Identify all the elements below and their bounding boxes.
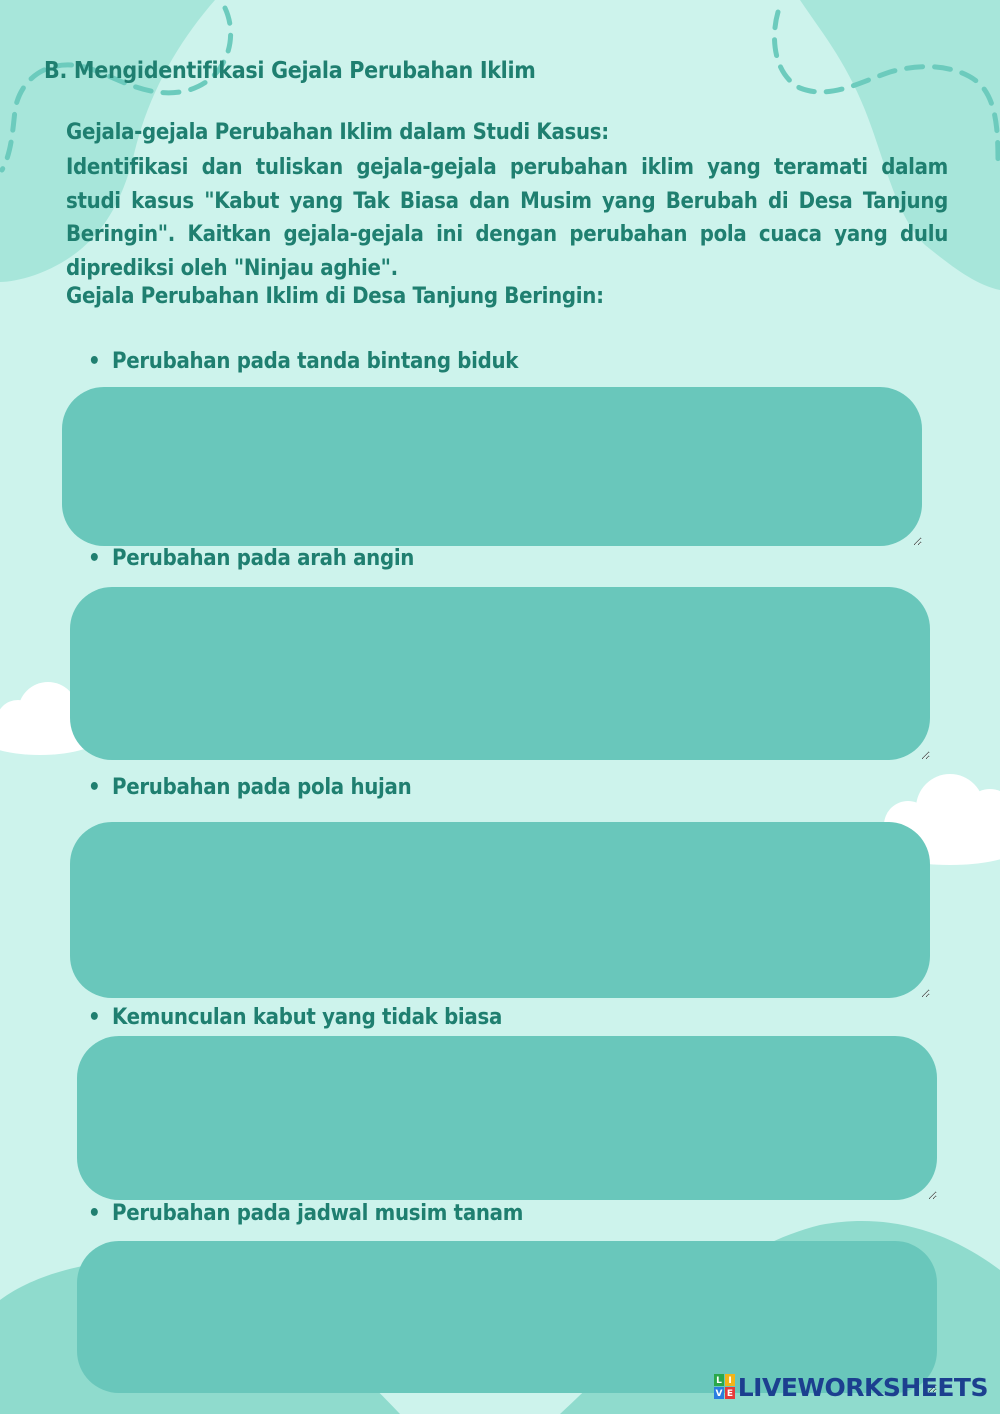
section-title: B. Mengidentifikasi Gejala Perubahan Iklim [44, 58, 536, 84]
bullet-icon: • [88, 1005, 101, 1030]
answer-input-musim-tanam[interactable] [77, 1241, 937, 1393]
answer-input-kabut[interactable] [77, 1036, 937, 1200]
bullet-icon: • [88, 1201, 101, 1226]
instruction-text: Identifikasi dan tuliskan gejala-gejala perubahan iklim yang teramati dalam studi kasus "Kabut yang Tak Biasa dan Musim yang Berubah di Desa Tanjung Beringin". Kaitkan gejala-gejala ini dengan perubahan pola cuaca yang dulu diprediksi oleh "Ninjau aghie". [66, 155, 948, 281]
answer-input-pola-hujan[interactable] [70, 822, 930, 998]
intro-heading: Gejala-gejala Perubahan Iklim dalam Studi Kasus: [66, 120, 609, 145]
logo-letter-3: V [715, 1389, 723, 1399]
list-item [88, 349, 518, 374]
list-item [88, 1005, 502, 1030]
list-item [88, 775, 411, 800]
liveworksheets-logo-icon [714, 1374, 736, 1400]
list-heading: Gejala Perubahan Iklim di Desa Tanjung Beringin: [66, 284, 604, 309]
bullet-icon: • [88, 546, 101, 571]
list-item [88, 546, 414, 571]
logo-letter-4: E [726, 1389, 733, 1399]
item-label-5: Perubahan pada jadwal musim tanam [112, 1201, 524, 1226]
brand-name: LIVEWORKSHEETS [737, 1372, 988, 1402]
bullet-icon: • [88, 349, 101, 374]
brand-watermark [714, 1372, 988, 1402]
bullet-icon: • [88, 775, 101, 800]
list-item [88, 1201, 523, 1226]
item-label-3: Perubahan pada pola hujan [112, 775, 412, 800]
logo-letter-2: I [728, 1376, 732, 1386]
answer-input-bintang-biduk[interactable] [62, 387, 922, 546]
item-label-4: Kemunculan kabut yang tidak biasa [112, 1005, 502, 1030]
item-label-1: Perubahan pada tanda bintang biduk [112, 349, 519, 374]
item-label-2: Perubahan pada arah angin [112, 546, 415, 571]
answer-input-arah-angin[interactable] [70, 587, 930, 760]
logo-letter-1: L [715, 1376, 722, 1386]
